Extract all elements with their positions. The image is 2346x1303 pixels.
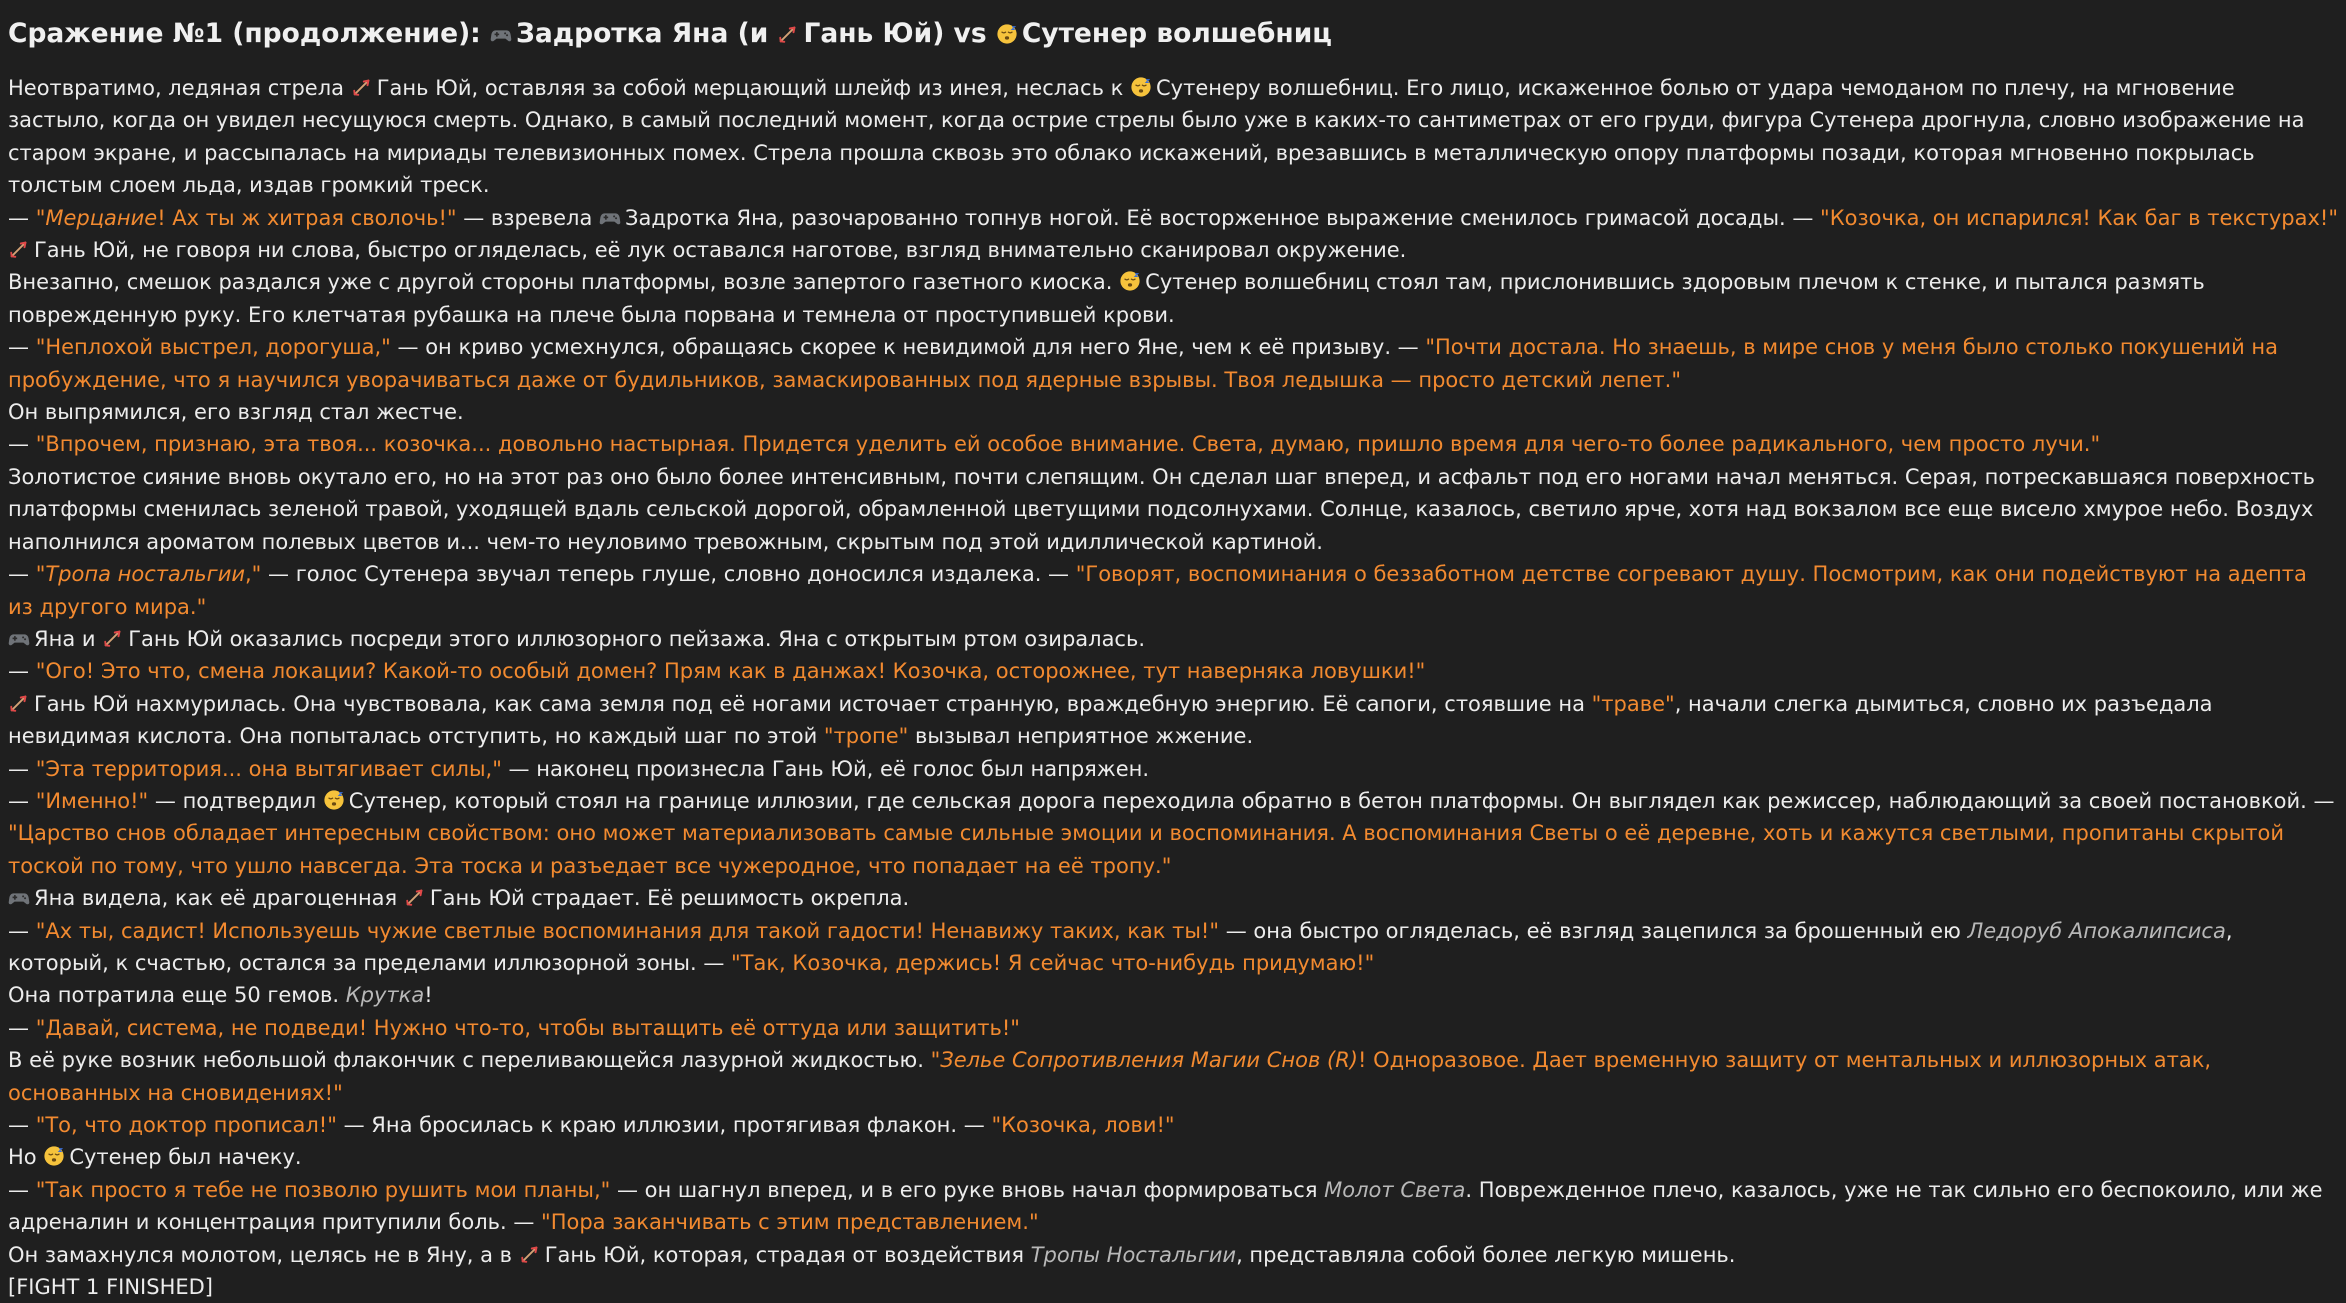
- sleepy-face-icon: [43, 1145, 65, 1167]
- story-paragraph: [8, 1044, 2338, 1109]
- story-paragraph: [8, 915, 2338, 980]
- item-name: Крутка: [345, 983, 425, 1008]
- narration: Гань Юй страдает. Её решимость окрепла.: [429, 886, 910, 911]
- dialogue: "Так просто я тебе не позволю рушить мои планы,": [35, 1177, 611, 1202]
- dialogue: "Именно!": [35, 788, 149, 813]
- story-paragraph: [8, 882, 2338, 914]
- title-pimp: Сутенер волшебниц: [1021, 18, 1332, 49]
- narration: —: [8, 335, 36, 360]
- gamepad-icon: [599, 206, 621, 228]
- gamepad-icon: [490, 23, 512, 45]
- narration: , который, к счастью, остался за пределами иллюзорной зоны. —: [8, 918, 2233, 975]
- story-paragraph: [8, 623, 2338, 655]
- narration: , начали слегка дымиться, словно их разъедала невидимая кислота. Она попыталась отступить, но каждый шаг по этой: [8, 691, 2213, 749]
- dialogue: ,": [245, 562, 262, 587]
- dialogue: ": [35, 205, 46, 230]
- narration: Задротка Яна, разочарованно топнув ногой. Её восторженное выражение сменилось гримасой досады. —: [624, 205, 1821, 230]
- sleepy-face-icon: [1130, 76, 1152, 98]
- dialogue: "Пора заканчивать с этим представлением.": [541, 1210, 1039, 1235]
- dialogue: "тропе": [823, 724, 909, 749]
- narration: —: [8, 756, 36, 781]
- narration: —: [8, 1015, 36, 1040]
- story-paragraph: [8, 266, 2338, 331]
- bow-arrow-icon: [8, 692, 30, 714]
- narration: Он замахнулся молотом, целясь не в Яну, а в: [8, 1242, 519, 1267]
- bow-arrow-icon: [102, 627, 124, 649]
- dialogue: "Почти достала. Но знаешь, в мире снов у меня было столько покушений на пробуждение, что я научился уворачиваться даже от будильников, замаскированных под ядерные взрывы. Твоя ледышка — просто детский лепет.": [8, 335, 2279, 392]
- narration: — она быстро огляделась, её взгляд зацепился за брошенный ею: [1219, 918, 1968, 943]
- dialogue: "Говорят, воспоминания о беззаботном детстве согревают душу. Посмотрим, как они подействуют на адепта из другого мира.": [8, 562, 2307, 619]
- skill-name: Мерцание: [45, 205, 158, 230]
- narration: — наконец произнесла Гань Юй, её голос был напряжен.: [501, 756, 1150, 781]
- dialogue: "траве": [1591, 691, 1675, 716]
- story-paragraph: [8, 1109, 2338, 1141]
- bow-arrow-icon: [404, 886, 426, 908]
- story-paragraph: [8, 331, 2338, 396]
- item-name: Зелье Сопротивления Магии Снов (R): [940, 1048, 1358, 1073]
- skill-name: Тропа ностальгии: [45, 562, 245, 587]
- gamepad-icon: [8, 886, 30, 908]
- narration: —: [8, 1177, 36, 1202]
- story-paragraph: [8, 461, 2338, 558]
- story-paragraph: [8, 1239, 2338, 1271]
- narration: Сутенер был начеку.: [69, 1145, 302, 1170]
- sleepy-face-icon: [1119, 270, 1141, 292]
- story-paragraph: [8, 753, 2338, 785]
- narration: . Поврежденное плечо, казалось, уже не так сильно его беспокоило, или же адреналин и концентрация притупили боль. —: [8, 1177, 2323, 1235]
- narration: —: [8, 562, 36, 587]
- narration: Неотвратимо, ледяная стрела: [8, 76, 351, 100]
- narration: вызывал неприятное жжение.: [908, 724, 1254, 749]
- story-paragraph: [8, 202, 2338, 234]
- gamepad-icon: [8, 627, 30, 649]
- narration: Сутенер волшебниц стоял там, прислонившись здоровым плечом к стенке, и пытался размять поврежденную руку. Его клетчатая рубашка на плече была порвана и темнела от проступившей крови.: [8, 270, 2205, 327]
- narration: Гань Юй, не говоря ни слова, быстро огляделась, её лук оставался наготове, взгляд внимательно сканировал окружение.: [34, 238, 1407, 263]
- story-paragraph: [8, 234, 2338, 266]
- narration: Гань Юй оказались посреди этого иллюзорного пейзажа. Яна с открытым ртом озиралась.: [128, 626, 1146, 651]
- bow-arrow-icon: [8, 238, 30, 260]
- status-text: [FIGHT 1 FINISHED]: [8, 1275, 213, 1300]
- dialogue: "Козочка, лови!": [991, 1113, 1175, 1137]
- narration: Сутенеру волшебниц. Его лицо, искаженное болью от удара чемоданом по плечу, на мгновение застыло, когда он увидел несущуюся смерть. Однако, в самый последний момент, когда острие стрелы было уже в каких-то сантиметрах от его груди, фигура Сутенера дрогнула, словно изображение на старом экране, и рассыпалась на мириады телевизионных помех. Стрела прошла сквозь это облако искажений, врезавшись в металлическую опору платформы позади, которая мгновенно покрылась толстым слоем льда, издав громкий треск.: [8, 76, 2305, 198]
- fight-status: [8, 1271, 2338, 1303]
- narration: — взревела: [456, 205, 599, 230]
- dialogue: "Ах ты, садист! Используешь чужие светлые воспоминания для такой гадости! Ненавижу таких, как ты!": [35, 918, 1220, 943]
- item-name: Тропы Ностальгии: [1030, 1242, 1237, 1267]
- narration: , представляла собой более легкую мишень.: [1236, 1242, 1736, 1267]
- narration: —: [8, 432, 36, 457]
- narration: — подтвердил: [148, 788, 323, 813]
- item-name: Ледоруб Апокалипсиса: [1967, 918, 2226, 943]
- dialogue: "Царство снов обладает интересным свойством: оно может материализовать самые сильные эмоции и воспоминания. А воспоминания Светы о её деревне, хоть и кажутся светлыми, пропитаны скрытой тоской по тому, что ушло навсегда. Эта тоска и разъедает все чужеродное, что попадает на её тропу.": [8, 821, 2285, 878]
- story-paragraph: [8, 785, 2338, 882]
- story-paragraph: [8, 558, 2338, 623]
- narration: —: [8, 659, 36, 684]
- narration: —: [8, 1113, 36, 1137]
- dialogue: ! Ах ты ж хитрая сволочь!": [157, 205, 457, 230]
- narration: —: [8, 918, 36, 943]
- title-gan: Гань Юй) vs: [803, 18, 996, 49]
- narration: Золотистое сияние вновь окутало его, но на этот раз оно было более интенсивным, почти слепящим. Он сделал шаг вперед, и асфальт под его ногами начал меняться. Серая, потрескавшаяся поверхность платформы сменилась зеленой травой, уходящей вдаль сельской дорогой, обрамленной цветущими подсолнухами. Солнце, казалось, светило ярче, хотя над вокзалом все еще висело хмурое небо. Воздух наполнился ароматом полевых цветов и... чем-то неуловимо тревожным, скрытым под этой идиллической картиной.: [8, 464, 2316, 554]
- narration: Она потратила еще 50 гемов.: [8, 983, 346, 1008]
- story-paragraph: [8, 688, 2338, 753]
- sleepy-face-icon: [996, 23, 1018, 45]
- dialogue: "Козочка, он испарился! Как баг в текстурах!": [1820, 205, 2338, 230]
- story-paragraph: [8, 979, 2338, 1011]
- item-name: Молот Света: [1324, 1177, 1466, 1202]
- story-paragraph: [8, 1141, 2338, 1173]
- story-paragraph: [8, 428, 2338, 460]
- bow-arrow-icon: [351, 76, 373, 98]
- narration: — он криво усмехнулся, обращаясь скорее к невидимой для него Яне, чем к её призыву. —: [390, 335, 1426, 360]
- narration: Гань Юй, оставляя за собой мерцающий шлейф из инея, неслась к: [376, 76, 1131, 100]
- fight-title: [8, 10, 2338, 58]
- story-paragraph: [8, 1012, 2338, 1044]
- narration: Гань Юй, которая, страдая от воздействия: [544, 1242, 1031, 1267]
- narration: Яна видела, как её драгоценная: [34, 886, 404, 911]
- dialogue: ! Одноразовое. Дает временную защиту от ментальных и иллюзорных атак, основанных на сновидениях!": [8, 1048, 2212, 1105]
- narration: — голос Сутенера звучал теперь глуше, словно доносился издалека. —: [261, 562, 1076, 587]
- sleepy-face-icon: [323, 789, 345, 811]
- narration: Внезапно, смешок раздался уже с другой стороны платформы, возле запертого газетного киоска.: [8, 270, 1120, 295]
- dialogue: "Эта территория... она вытягивает силы,": [35, 756, 502, 781]
- bow-arrow-icon: [519, 1243, 541, 1265]
- dialogue: "Так, Козочка, держись! Я сейчас что-нибудь придумаю!": [731, 950, 1375, 975]
- bow-arrow-icon: [777, 23, 799, 45]
- story-paragraph: [8, 72, 2338, 202]
- title-prefix: Сражение №1 (продолжение):: [8, 18, 491, 49]
- narration: —: [8, 205, 36, 230]
- narration: —: [8, 788, 36, 813]
- narration: — Яна бросилась к краю иллюзии, протягивая флакон. —: [336, 1113, 992, 1137]
- story-paragraph: [8, 1174, 2338, 1239]
- story-paragraph: [8, 655, 2338, 687]
- narration: !: [424, 983, 433, 1008]
- narration: В её руке возник небольшой флакончик с переливающейся лазурной жидкостью.: [8, 1048, 931, 1073]
- dialogue: ": [930, 1048, 941, 1073]
- narration: Яна и: [34, 626, 103, 651]
- narration: — он шагнул вперед, и в его руке вновь начал формироваться: [610, 1177, 1325, 1202]
- narration: Он выпрямился, его взгляд стал жестче.: [8, 400, 464, 425]
- dialogue: "Неплохой выстрел, дорогуша,": [35, 335, 391, 360]
- dialogue: ": [35, 562, 46, 587]
- narration: Но: [8, 1145, 44, 1170]
- narration: Гань Юй нахмурилась. Она чувствовала, как сама земля под её ногами источает странную, враждебную энергию. Её сапоги, стоявшие на: [34, 691, 1592, 716]
- story-paragraph: [8, 396, 2338, 428]
- narration: Сутенер, который стоял на границе иллюзии, где сельская дорога переходила обратно в бетон платформы. Он выглядел как режиссер, наблюдающий за своей постановкой. —: [348, 788, 2335, 813]
- dialogue: "То, что доктор прописал!": [35, 1113, 337, 1137]
- title-yana: Задротка Яна (и: [516, 18, 778, 49]
- dialogue: "Ого! Это что, смена локации? Какой-то особый домен? Прям как в данжах! Козочка, осторожнее, тут наверняка ловушки!": [35, 659, 1426, 684]
- dialogue: "Впрочем, признаю, эта твоя... козочка... довольно настырная. Придется уделить ей особое внимание. Света, думаю, пришло время для чего-то более радикального, чем просто лучи.": [35, 432, 2101, 457]
- dialogue: "Давай, система, не подведи! Нужно что-то, чтобы вытащить её оттуда или защитить!": [35, 1015, 1020, 1040]
